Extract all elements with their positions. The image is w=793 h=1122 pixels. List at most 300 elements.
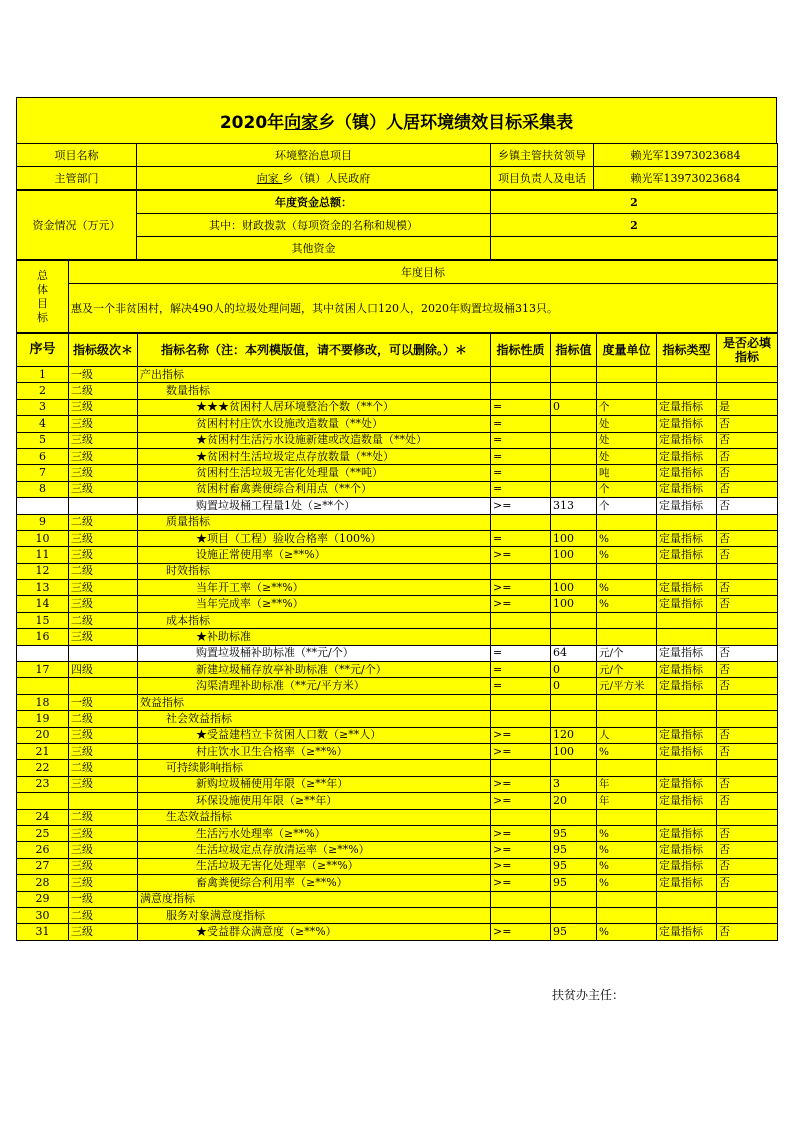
indicator-property[interactable]: >= [491, 825, 551, 841]
indicator-required[interactable]: 否 [717, 924, 778, 940]
indicator-unit[interactable]: % [597, 596, 657, 612]
indicator-level: 三级 [69, 825, 138, 841]
row-number [17, 645, 69, 661]
indicator-property[interactable]: = [491, 399, 551, 415]
indicator-type[interactable] [657, 711, 717, 727]
indicator-level: 三级 [69, 875, 138, 891]
indicator-value[interactable] [551, 367, 597, 383]
indicator-property[interactable] [491, 809, 551, 825]
indicator-type[interactable] [657, 383, 717, 399]
indicator-level: 三级 [69, 776, 138, 792]
indicator-value[interactable]: 95 [551, 825, 597, 841]
row-number: 31 [17, 924, 69, 940]
indicator-value[interactable]: 100 [551, 547, 597, 563]
indicator-level: 三级 [69, 743, 138, 759]
indicator-property[interactable]: = [491, 448, 551, 464]
table-row [17, 416, 778, 432]
contact-value[interactable]: 赖光军13973023684 [594, 167, 778, 190]
indicator-level [69, 793, 138, 809]
indicator-value[interactable]: 3 [551, 776, 597, 792]
indicator-property[interactable]: = [491, 678, 551, 694]
indicator-value[interactable] [551, 432, 597, 448]
indicator-unit[interactable]: 元/个 [597, 645, 657, 661]
indicator-value[interactable] [551, 416, 597, 432]
header-cell: 是否必填指标 [717, 334, 778, 367]
indicator-unit[interactable] [597, 367, 657, 383]
indicator-unit[interactable]: 年 [597, 776, 657, 792]
indicator-type[interactable] [657, 907, 717, 923]
indicator-property[interactable]: >= [491, 842, 551, 858]
indicator-type[interactable]: 定量指标 [657, 776, 717, 792]
indicator-unit[interactable] [597, 629, 657, 645]
indicator-level: 二级 [69, 514, 138, 530]
table-row [17, 793, 778, 809]
indicator-level [69, 498, 138, 514]
indicator-value[interactable]: 95 [551, 924, 597, 940]
indicator-required[interactable]: 否 [717, 662, 778, 678]
indicator-header-row [17, 334, 778, 367]
indicator-value[interactable] [551, 465, 597, 481]
indicator-level: 三级 [69, 530, 138, 546]
indicator-level: 三级 [69, 481, 138, 497]
indicator-value[interactable] [551, 514, 597, 530]
indicator-value[interactable]: 313 [551, 498, 597, 514]
row-number: 4 [17, 416, 69, 432]
indicator-property[interactable]: >= [491, 924, 551, 940]
table-row [17, 727, 778, 743]
indicator-unit[interactable]: % [597, 547, 657, 563]
indicator-required[interactable]: 否 [717, 416, 778, 432]
indicator-property[interactable]: >= [491, 498, 551, 514]
indicator-name: 产出指标 [138, 367, 491, 383]
indicator-type[interactable]: 定量指标 [657, 825, 717, 841]
indicator-required[interactable] [717, 629, 778, 645]
indicator-required[interactable] [717, 907, 778, 923]
indicator-level: 三级 [69, 924, 138, 940]
indicator-level: 三级 [69, 547, 138, 563]
indicator-value[interactable] [551, 694, 597, 710]
header-cell: 指标名称（注：本列模版值，请不要修改，可以删除。）＊ [138, 334, 491, 367]
indicator-value[interactable] [551, 760, 597, 776]
indicator-value[interactable]: 0 [551, 399, 597, 415]
indicator-unit[interactable]: % [597, 875, 657, 891]
indicator-value[interactable] [551, 383, 597, 399]
indicator-type[interactable] [657, 809, 717, 825]
indicator-value[interactable] [551, 563, 597, 579]
indicator-value[interactable] [551, 907, 597, 923]
contact-label: 项目负责人及电话 [491, 167, 594, 190]
indicator-property[interactable] [491, 694, 551, 710]
indicator-unit[interactable]: 个 [597, 498, 657, 514]
table-row [17, 760, 778, 776]
indicator-level: 二级 [69, 760, 138, 776]
indicator-required[interactable] [717, 694, 778, 710]
indicator-type[interactable] [657, 891, 717, 907]
indicator-type[interactable]: 定量指标 [657, 793, 717, 809]
indicator-required[interactable]: 否 [717, 875, 778, 891]
indicator-required[interactable] [717, 891, 778, 907]
indicator-property[interactable] [491, 514, 551, 530]
indicator-level: 三级 [69, 858, 138, 874]
table-row [17, 596, 778, 612]
indicator-property[interactable] [491, 629, 551, 645]
indicator-value[interactable]: 0 [551, 662, 597, 678]
indicator-required[interactable]: 否 [717, 825, 778, 841]
indicator-value[interactable]: 120 [551, 727, 597, 743]
indicator-level: 二级 [69, 907, 138, 923]
indicator-value[interactable] [551, 809, 597, 825]
indicator-required[interactable] [717, 563, 778, 579]
table-row [17, 858, 778, 874]
indicator-level: 三级 [69, 727, 138, 743]
indicator-name: 可持续影响指标 [138, 760, 491, 776]
indicator-level: 二级 [69, 612, 138, 628]
header-cell: 指标类型 [657, 334, 717, 367]
table-row [17, 825, 778, 841]
funds-total-label: 年度资金总额： [137, 191, 491, 214]
indicator-property[interactable]: >= [491, 858, 551, 874]
indicator-unit[interactable] [597, 891, 657, 907]
indicator-type[interactable]: 定量指标 [657, 596, 717, 612]
indicator-property[interactable]: >= [491, 580, 551, 596]
info-table [16, 143, 778, 190]
indicator-unit[interactable]: % [597, 825, 657, 841]
indicator-value[interactable] [551, 891, 597, 907]
indicator-level: 二级 [69, 383, 138, 399]
indicator-type[interactable]: 定量指标 [657, 842, 717, 858]
indicator-required[interactable]: 否 [717, 498, 778, 514]
dept-value[interactable] [137, 167, 491, 190]
indicator-name: ★受益群众满意度（≥**%） [138, 924, 491, 940]
indicator-required[interactable]: 否 [717, 547, 778, 563]
indicator-type[interactable]: 定量指标 [657, 743, 717, 759]
row-number: 16 [17, 629, 69, 645]
indicator-unit[interactable] [597, 383, 657, 399]
table-row [17, 448, 778, 464]
indicator-name: 贫困村生活垃圾无害化处理量（**吨） [138, 465, 491, 481]
indicator-property[interactable]: >= [491, 793, 551, 809]
funds-total-value[interactable]: 2 [491, 191, 778, 214]
indicator-property[interactable]: >= [491, 776, 551, 792]
indicator-unit[interactable]: 处 [597, 448, 657, 464]
dept-label: 主管部门 [17, 167, 137, 190]
indicator-required[interactable]: 否 [717, 858, 778, 874]
table-row [17, 498, 778, 514]
indicator-unit[interactable] [597, 694, 657, 710]
row-number: 30 [17, 907, 69, 923]
table-row [17, 563, 778, 579]
table-row [17, 514, 778, 530]
indicator-unit[interactable]: % [597, 743, 657, 759]
row-number: 24 [17, 809, 69, 825]
table-row [17, 711, 778, 727]
indicator-value[interactable] [551, 629, 597, 645]
indicator-type[interactable]: 定量指标 [657, 399, 717, 415]
indicator-property[interactable]: = [491, 465, 551, 481]
indicator-value[interactable]: 100 [551, 530, 597, 546]
header-cell: 指标级次＊ [69, 334, 138, 367]
indicator-type[interactable] [657, 514, 717, 530]
row-number: 27 [17, 858, 69, 874]
indicator-name: 贫困村村庄饮水设施改造数量（**处） [138, 416, 491, 432]
indicator-type[interactable] [657, 563, 717, 579]
indicator-required[interactable]: 是 [717, 399, 778, 415]
indicator-property[interactable] [491, 367, 551, 383]
indicator-property[interactable]: >= [491, 727, 551, 743]
indicator-required[interactable]: 否 [717, 776, 778, 792]
indicator-required[interactable]: 否 [717, 596, 778, 612]
indicator-unit[interactable]: % [597, 858, 657, 874]
table-row [17, 547, 778, 563]
indicator-type[interactable]: 定量指标 [657, 416, 717, 432]
indicator-unit[interactable]: % [597, 842, 657, 858]
row-number [17, 498, 69, 514]
indicator-unit[interactable]: 元/平方米 [597, 678, 657, 694]
indicator-type[interactable]: 定量指标 [657, 432, 717, 448]
table-row [17, 907, 778, 923]
indicator-unit[interactable]: % [597, 580, 657, 596]
indicator-required[interactable] [717, 514, 778, 530]
indicator-name: 购置垃圾桶补助标准（**元/个） [138, 645, 491, 661]
indicator-level: 一级 [69, 694, 138, 710]
row-number: 11 [17, 547, 69, 563]
indicator-required[interactable]: 否 [717, 530, 778, 546]
row-number: 25 [17, 825, 69, 841]
indicator-unit[interactable]: 处 [597, 432, 657, 448]
indicator-property[interactable] [491, 907, 551, 923]
table-row [17, 530, 778, 546]
indicator-name: ★★★贫困村人居环境整治个数（**个） [138, 399, 491, 415]
table-row [17, 383, 778, 399]
table-row [17, 662, 778, 678]
row-number: 15 [17, 612, 69, 628]
indicator-unit[interactable]: % [597, 924, 657, 940]
indicator-unit[interactable] [597, 760, 657, 776]
indicator-name: 村庄饮水卫生合格率（≥**%） [138, 743, 491, 759]
annual-goal-label: 年度目标 [69, 261, 778, 284]
indicator-name: 畜禽粪便综合利用率（≥**%） [138, 875, 491, 891]
indicator-required[interactable] [717, 383, 778, 399]
indicator-name: 生态效益指标 [138, 809, 491, 825]
table-row [17, 678, 778, 694]
indicator-property[interactable]: >= [491, 547, 551, 563]
indicator-type[interactable]: 定量指标 [657, 481, 717, 497]
goal-label: 总体目标 [17, 261, 69, 333]
indicator-level: 二级 [69, 563, 138, 579]
table-row [17, 891, 778, 907]
indicator-level: 三级 [69, 448, 138, 464]
indicator-value[interactable] [551, 711, 597, 727]
indicator-name: ★贫困村生活污水设施新建或改造数量（**处） [138, 432, 491, 448]
indicator-property[interactable]: = [491, 662, 551, 678]
indicator-property[interactable] [491, 563, 551, 579]
indicator-value[interactable]: 64 [551, 645, 597, 661]
indicator-name: 设施正常使用率（≥**%） [138, 547, 491, 563]
indicator-level: 三级 [69, 465, 138, 481]
table-row [17, 367, 778, 383]
indicator-property[interactable]: = [491, 645, 551, 661]
indicator-level: 二级 [69, 809, 138, 825]
indicator-value[interactable]: 0 [551, 678, 597, 694]
indicator-name: 当年完成率（≥**%） [138, 596, 491, 612]
indicator-property[interactable]: = [491, 416, 551, 432]
indicator-property[interactable] [491, 891, 551, 907]
indicator-value[interactable]: 100 [551, 596, 597, 612]
indicator-value[interactable]: 95 [551, 842, 597, 858]
indicator-value[interactable]: 95 [551, 875, 597, 891]
indicator-type[interactable]: 定量指标 [657, 498, 717, 514]
annual-goal-text[interactable]: 惠及一个非贫困村，解决490人的垃圾处理问题，其中贫困人口120人，2020年购置垃圾桶313只。 [69, 284, 778, 333]
indicator-unit[interactable]: 个 [597, 399, 657, 415]
indicator-type[interactable] [657, 760, 717, 776]
indicator-type[interactable]: 定量指标 [657, 547, 717, 563]
indicator-unit[interactable] [597, 514, 657, 530]
indicator-required[interactable]: 否 [717, 432, 778, 448]
indicator-level: 四级 [69, 662, 138, 678]
indicator-type[interactable] [657, 367, 717, 383]
indicator-required[interactable]: 否 [717, 678, 778, 694]
table-row [17, 694, 778, 710]
indicator-type[interactable]: 定量指标 [657, 530, 717, 546]
leader-label: 乡镇主管扶贫领导 [491, 144, 594, 167]
indicator-name: 成本指标 [138, 612, 491, 628]
row-number: 12 [17, 563, 69, 579]
indicator-name: ★受益建档立卡贫困人口数（≥**人） [138, 727, 491, 743]
table-row [17, 924, 778, 940]
leader-value[interactable]: 赖光军13973023684 [594, 144, 778, 167]
indicator-required[interactable] [717, 711, 778, 727]
indicator-property[interactable]: >= [491, 596, 551, 612]
indicator-required[interactable]: 否 [717, 842, 778, 858]
table-row [17, 842, 778, 858]
indicator-type[interactable]: 定量指标 [657, 448, 717, 464]
row-number: 8 [17, 481, 69, 497]
indicator-value[interactable]: 100 [551, 580, 597, 596]
indicator-name: 质量指标 [138, 514, 491, 530]
indicator-value[interactable]: 20 [551, 793, 597, 809]
table-row [17, 399, 778, 415]
indicator-unit[interactable]: % [597, 530, 657, 546]
indicator-level [69, 678, 138, 694]
indicator-unit[interactable] [597, 907, 657, 923]
table-row [17, 612, 778, 628]
row-number: 17 [17, 662, 69, 678]
header-cell: 指标值 [551, 334, 597, 367]
form-title [16, 97, 777, 143]
table-row [17, 875, 778, 891]
funds-fiscal-label: 其中：财政拨款（每项资金的名称和规模） [137, 214, 491, 237]
row-number [17, 793, 69, 809]
row-number: 3 [17, 399, 69, 415]
indicator-required[interactable]: 否 [717, 580, 778, 596]
indicator-unit[interactable]: 人 [597, 727, 657, 743]
indicator-required[interactable] [717, 760, 778, 776]
indicator-property[interactable] [491, 760, 551, 776]
indicator-unit[interactable]: 处 [597, 416, 657, 432]
indicator-type[interactable] [657, 612, 717, 628]
indicator-type[interactable]: 定量指标 [657, 465, 717, 481]
indicator-property[interactable] [491, 383, 551, 399]
indicator-type[interactable]: 定量指标 [657, 727, 717, 743]
table-row [17, 743, 778, 759]
row-number [17, 678, 69, 694]
indicator-value[interactable]: 100 [551, 743, 597, 759]
funds-label: 资金情况（万元） [17, 191, 137, 260]
footer-signature: 扶贫办主任： [552, 988, 625, 1002]
indicator-unit[interactable] [597, 809, 657, 825]
indicator-type[interactable]: 定量指标 [657, 645, 717, 661]
indicator-type[interactable] [657, 694, 717, 710]
indicator-required[interactable] [717, 612, 778, 628]
indicator-type[interactable]: 定量指标 [657, 924, 717, 940]
indicator-type[interactable]: 定量指标 [657, 662, 717, 678]
indicator-level: 一级 [69, 367, 138, 383]
indicator-required[interactable]: 否 [717, 465, 778, 481]
indicator-type[interactable]: 定量指标 [657, 875, 717, 891]
indicator-value[interactable]: 95 [551, 858, 597, 874]
indicator-unit[interactable]: 吨 [597, 465, 657, 481]
title-town: 向家 [284, 113, 319, 133]
indicator-property[interactable]: = [491, 530, 551, 546]
indicator-property[interactable]: = [491, 432, 551, 448]
row-number: 28 [17, 875, 69, 891]
indicator-name: 服务对象满意度指标 [138, 907, 491, 923]
indicator-required[interactable] [717, 367, 778, 383]
indicator-required[interactable]: 否 [717, 645, 778, 661]
funds-other-value[interactable] [491, 237, 778, 260]
row-number: 10 [17, 530, 69, 546]
indicator-required[interactable]: 否 [717, 448, 778, 464]
indicator-property[interactable]: = [491, 481, 551, 497]
indicator-required[interactable]: 否 [717, 793, 778, 809]
indicator-value[interactable] [551, 612, 597, 628]
indicator-type[interactable]: 定量指标 [657, 580, 717, 596]
indicator-value[interactable] [551, 481, 597, 497]
indicator-type[interactable] [657, 629, 717, 645]
indicator-required[interactable] [717, 809, 778, 825]
funds-fiscal-value[interactable]: 2 [491, 214, 778, 237]
indicator-level: 三级 [69, 629, 138, 645]
dept-suffix: 乡（镇）人民政府 [282, 172, 371, 185]
table-row [17, 629, 778, 645]
indicator-unit[interactable] [597, 612, 657, 628]
indicator-type[interactable]: 定量指标 [657, 678, 717, 694]
indicator-property[interactable] [491, 612, 551, 628]
indicator-unit[interactable] [597, 563, 657, 579]
indicator-property[interactable]: >= [491, 875, 551, 891]
indicator-required[interactable]: 否 [717, 743, 778, 759]
row-number: 13 [17, 580, 69, 596]
indicator-value[interactable] [551, 448, 597, 464]
indicator-type[interactable]: 定量指标 [657, 858, 717, 874]
project-name-value[interactable]: 环境整治息项目 [137, 144, 491, 167]
indicator-table [16, 333, 778, 941]
row-number: 29 [17, 891, 69, 907]
indicator-level: 三级 [69, 596, 138, 612]
indicator-unit[interactable] [597, 711, 657, 727]
indicator-unit[interactable]: 个 [597, 481, 657, 497]
table-row [17, 465, 778, 481]
indicator-required[interactable]: 否 [717, 481, 778, 497]
indicator-property[interactable]: >= [491, 743, 551, 759]
indicator-required[interactable]: 否 [717, 727, 778, 743]
indicator-property[interactable] [491, 711, 551, 727]
indicator-unit[interactable]: 年 [597, 793, 657, 809]
indicator-unit[interactable]: 元/个 [597, 662, 657, 678]
row-number: 20 [17, 727, 69, 743]
indicator-name: 生活垃圾无害化处理率（≥**%） [138, 858, 491, 874]
indicator-name: 贫困村畜禽粪便综合利用点（**个） [138, 481, 491, 497]
